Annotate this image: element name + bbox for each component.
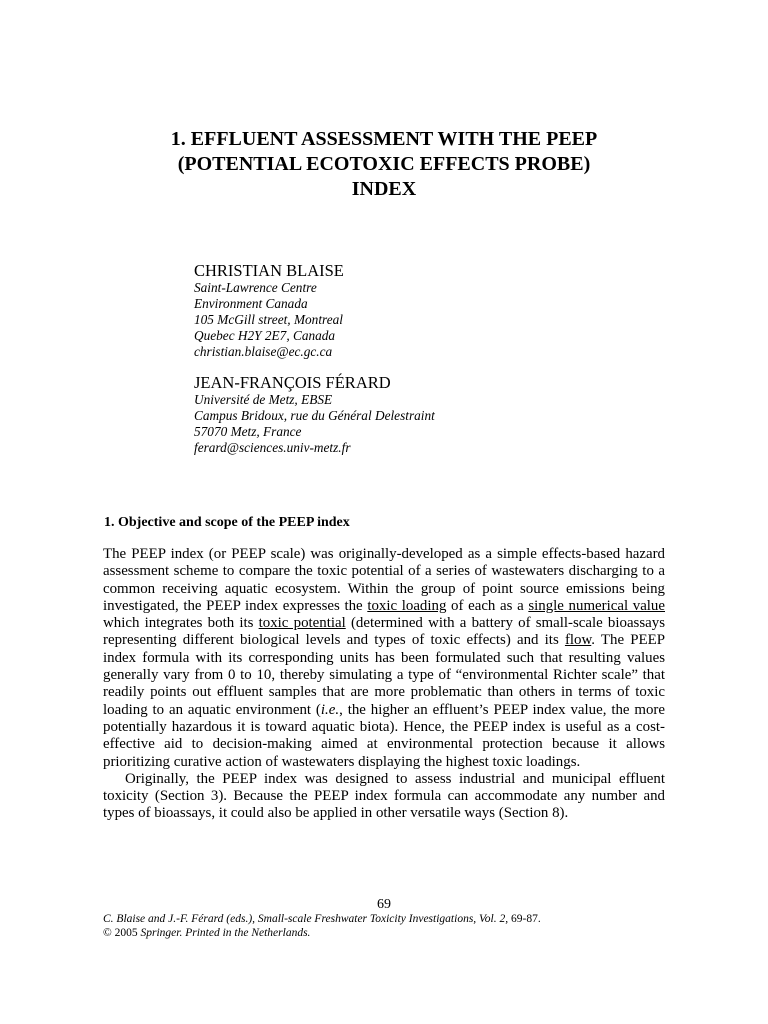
- author-block-2: [194, 373, 435, 456]
- title-line-3: INDEX: [351, 178, 417, 200]
- copyright-text: © 2005: [103, 927, 141, 939]
- citation-pages: 69-87.: [508, 913, 541, 925]
- italic-term: i.e.: [320, 701, 340, 718]
- affiliation-line: Environment Canada: [194, 296, 308, 311]
- section-body: [103, 546, 665, 823]
- underlined-term: single numerical value: [528, 597, 665, 614]
- citation-line-2: [103, 926, 541, 940]
- affiliation-line: Université de Metz, EBSE: [194, 392, 333, 407]
- section-heading: 1. Objective and scope of the PEEP index: [104, 515, 350, 530]
- title-line-2: (POTENTIAL ECOTOXIC EFFECTS PROBE): [177, 153, 591, 175]
- citation-footer: [103, 912, 541, 940]
- affiliation-line: Campus Bridoux, rue du Général Delestraint: [194, 408, 435, 423]
- paragraph-text: which integrates both its: [103, 615, 259, 632]
- underlined-term: toxic loading: [367, 597, 447, 614]
- paragraph-text: of each as a: [446, 597, 529, 614]
- author-email: christian.blaise@ec.gc.ca: [194, 344, 333, 359]
- paragraph-text: The PEEP index (or PEEP scale) was originally-developed as a simple effects-based hazard assessment scheme to compare the toxic potential of a series of wastewaters discharging to a common receiving aquatic ecosystem. Within the group of point source emissions being investigated, the PEEP index expresses the: [103, 546, 665, 614]
- author-name: CHRISTIAN BLAISE: [194, 261, 344, 280]
- underlined-term: toxic potential: [258, 615, 346, 632]
- author-block-1: [194, 261, 344, 360]
- underlined-term: flow: [564, 632, 592, 649]
- publisher-text: Springer. Printed in the Netherlands.: [140, 927, 311, 939]
- page-number: 69: [377, 897, 391, 912]
- chapter-title: [100, 127, 668, 202]
- author-name: JEAN-FRANÇOIS FÉRARD: [194, 373, 391, 392]
- citation-line-1: [103, 912, 541, 926]
- affiliation-line: 105 McGill street, Montreal: [194, 312, 343, 327]
- author-email: ferard@sciences.univ-metz.fr: [194, 440, 351, 455]
- affiliation-line: Saint-Lawrence Centre: [194, 280, 317, 295]
- paragraph-text: . The PEEP index formula with its corresponding units has been formulated such that resulting values generally vary from 0 to 10, thereby simulating a type of “environmental Richter scale” that readily points out effluent samples that are more problematic than others in terms of toxic loading to an aquatic environment (: [103, 632, 665, 718]
- affiliation-line: Quebec H2Y 2E7, Canada: [194, 328, 336, 343]
- affiliation-line: 57070 Metz, France: [194, 424, 302, 439]
- paragraph-text: , the higher an effluent’s PEEP index value, the more potentially hazardous it is toward aquatic biota). Hence, the PEEP index is useful as a cost-effective aid to decision-making aimed at environmental protection because it allows prioritizing curative action of wastewaters displaying the highest toxic loadings.: [103, 701, 665, 770]
- title-line-1: 1. EFFLUENT ASSESSMENT WITH THE PEEP: [170, 128, 598, 150]
- paragraph-2: Originally, the PEEP index was designed to assess industrial and municipal effluent toxicity (Section 3). Because the PEEP index formula can accommodate any number and types of bioassays, it could also be applied in other versatile ways (Section 8).: [103, 770, 665, 822]
- citation-text: C. Blaise and J.-F. Férard (eds.), Small-scale Freshwater Toxicity Investigations, Vol. 2,: [103, 913, 509, 925]
- paragraph-1: [103, 546, 665, 771]
- paragraph-text: (determined with a battery of small-scale bioassays representing different biological levels and types of toxic effects) and its: [103, 615, 665, 649]
